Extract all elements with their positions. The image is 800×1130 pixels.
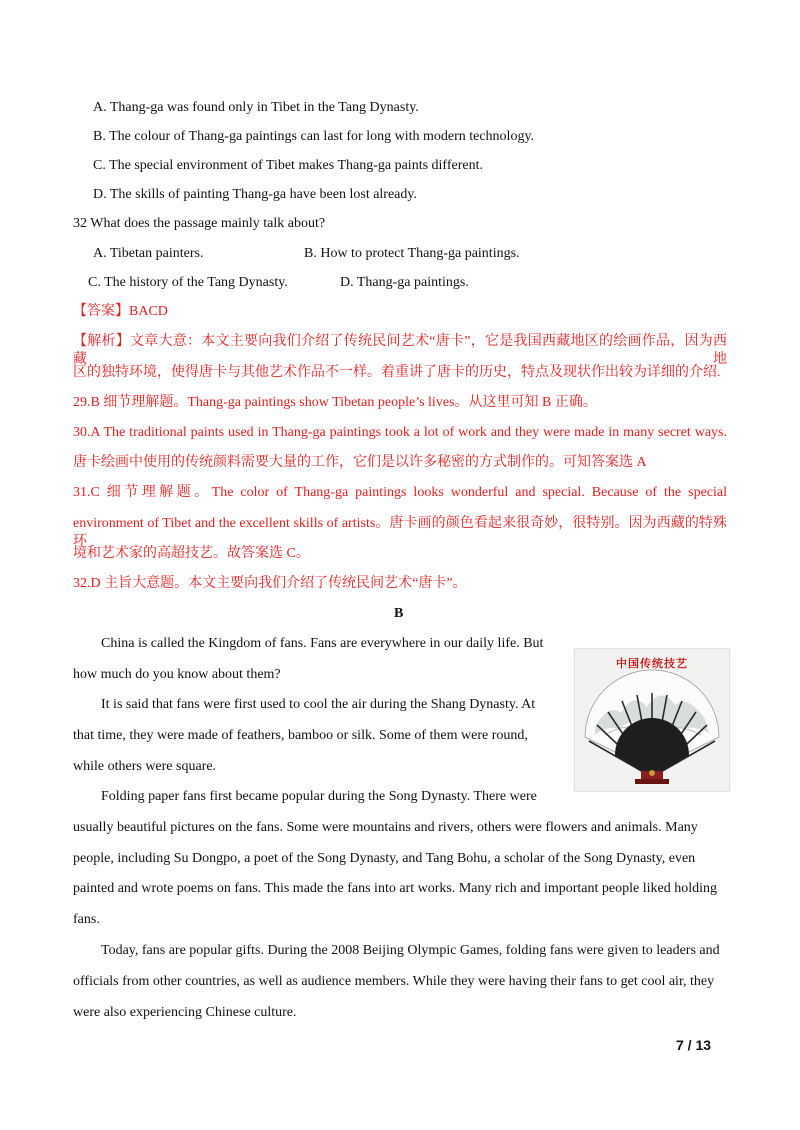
passage-b-line-10: fans. [73,912,100,927]
passage-b-line-5: while others were square. [73,759,217,774]
passage-b-line-1: China is called the Kingdom of fans. Fans are everywhere in our daily life. But [101,636,544,651]
chinese-fan-image [574,648,730,792]
passage-b-line-4: that time, they were made of feathers, bamboo or silk. Some of them were round, [73,728,528,743]
page-number: 7 / 13 [676,1037,712,1053]
passage-b-line-12: officials from other countries, as well as audience members. While they were having their fans to get cool air, they [73,974,715,989]
analysis-q30-en: 30.A The traditional paints used in Thang-ga paintings took a lot of work and they were made in many secret ways. [73,425,727,440]
analysis-q29: 29.B 细节理解题。Thang-ga paintings show Tibetan people’s lives。从这里可知 B 正确。 [73,395,597,410]
q32-stem: 32 What does the passage mainly talk about? [73,216,326,231]
analysis-q32: 32.D 主旨大意题。本文主要向我们介绍了传统民间艺术“唐卡”。 [73,576,467,591]
q31-option-a: A. Thang-ga was found only in Tibet in the Tang Dynasty. [93,100,419,115]
passage-b-line-6: Folding paper fans first became popular during the Song Dynasty. There were [101,789,537,804]
passage-b-line-8: people, including Su Dongpo, a poet of the Song Dynasty, and Tang Bohu, a scholar of the Song Dynasty, even [73,851,696,866]
passage-b-line-11: Today, fans are popular gifts. During the 2008 Beijing Olympic Games, folding fans were given to leaders and [101,943,720,958]
passage-b-line-9: painted and wrote poems on fans. This made the fans into art works. Many rich and important people liked holding [73,881,717,896]
analysis-line-1: 【解析】文章大意：本文主要向我们介绍了传统民间艺术“唐卡”，它是我国西藏地区的绘画作品，因为西藏地 [73,334,727,367]
passage-b-line-13: were also experiencing Chinese culture. [73,1005,297,1020]
q31-option-d: D. The skills of painting Thang-ga have been lost already. [93,187,417,202]
q32-option-c: C. The history of the Tang Dynasty. [88,275,288,290]
answer-label: 【答案】BACD [73,304,168,319]
analysis-q31-line-2: environment of Tibet and the excellent skills of artists。唐卡画的颜色看起来很奇妙，很特别。因为西藏的特殊环 [73,516,727,549]
passage-b-line-2: how much do you know about them? [73,667,281,682]
q32-option-b: B. How to protect Thang-ga paintings. [304,246,520,261]
passage-b-heading: B [394,606,404,621]
q31-option-c: C. The special environment of Tibet makes Thang-ga paints different. [93,158,483,173]
analysis-q31-line-3: 境和艺术家的高超技艺。故答案选 C。 [73,546,310,561]
q31-option-b: B. The colour of Thang-ga paintings can last for long with modern technology. [93,129,535,144]
q32-option-a: A. Tibetan painters. [93,246,204,261]
analysis-line-2: 区的独特环境，使得唐卡与其他艺术作品不一样。着重讲了唐卡的历史，特点及现状作出较为详细的介绍. [73,365,721,380]
analysis-q31-line-1: 31.C 细节理解题。The color of Thang-ga paintings looks wonderful and special. Because of the special [73,485,727,500]
fan-image-caption: 中国传统技艺 [616,657,688,670]
q32-option-d: D. Thang-ga paintings. [340,275,469,290]
analysis-q30-cn: 唐卡绘画中使用的传统颜料需要大量的工作，它们是以许多秘密的方式制作的。可知答案选 A [73,455,647,470]
passage-b-line-7: usually beautiful pictures on the fans. Some were mountains and rivers, others were flowers and animals. Many [73,820,698,835]
passage-b-line-3: It is said that fans were first used to cool the air during the Shang Dynasty. At [101,697,536,712]
